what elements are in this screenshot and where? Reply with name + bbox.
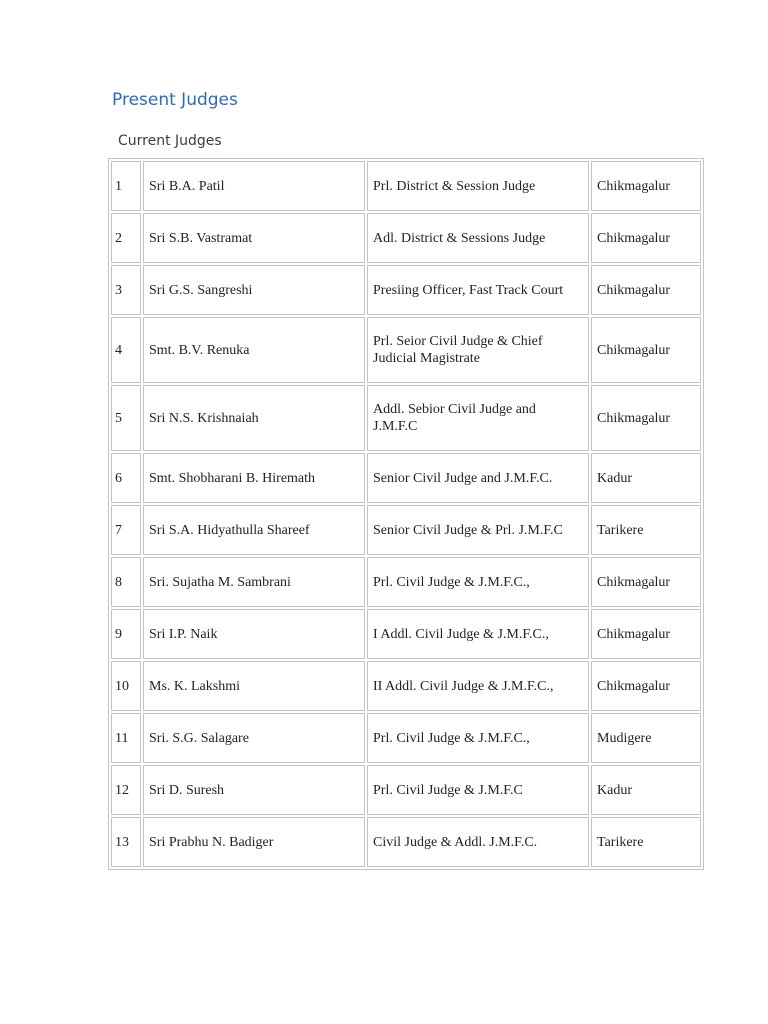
page-title: Present Judges [112,90,238,110]
designation-cell: Addl. Sebior Civil Judge and J.M.F.C [367,385,589,451]
judge-name-cell: Sri S.A. Hidyathulla Shareef [143,505,365,555]
designation-cell: Civil Judge & Addl. J.M.F.C. [367,817,589,867]
place-cell: Chikmagalur [591,385,701,451]
judge-name-cell: Sri I.P. Naik [143,609,365,659]
serial-number-cell: 6 [111,453,141,503]
judge-name-cell: Sri D. Suresh [143,765,365,815]
judge-name-cell: Smt. Shobharani B. Hiremath [143,453,365,503]
designation-cell: Prl. Civil Judge & J.M.F.C., [367,713,589,763]
table-row [111,505,701,555]
place-cell: Mudigere [591,713,701,763]
serial-number-cell: 8 [111,557,141,607]
judge-name-cell: Sri S.B. Vastramat [143,213,365,263]
serial-number-cell: 2 [111,213,141,263]
judge-name-cell: Sri Prabhu N. Badiger [143,817,365,867]
designation-cell: I Addl. Civil Judge & J.M.F.C., [367,609,589,659]
serial-number-cell: 3 [111,265,141,315]
serial-number-cell: 12 [111,765,141,815]
designation-cell: Prl. Civil Judge & J.M.F.C [367,765,589,815]
serial-number-cell: 11 [111,713,141,763]
serial-number-cell: 9 [111,609,141,659]
place-cell: Chikmagalur [591,557,701,607]
place-cell: Tarikere [591,505,701,555]
table-row [111,213,701,263]
designation-cell: Prl. Civil Judge & J.M.F.C., [367,557,589,607]
judges-table [108,158,704,870]
place-cell: Kadur [591,453,701,503]
table-row [111,609,701,659]
serial-number-cell: 4 [111,317,141,383]
place-cell: Chikmagalur [591,317,701,383]
place-cell: Kadur [591,765,701,815]
place-cell: Chikmagalur [591,161,701,211]
designation-cell: II Addl. Civil Judge & J.M.F.C., [367,661,589,711]
designation-cell: Senior Civil Judge and J.M.F.C. [367,453,589,503]
table-row [111,265,701,315]
table-row [111,317,701,383]
judge-name-cell: Sri B.A. Patil [143,161,365,211]
place-cell: Chikmagalur [591,213,701,263]
judge-name-cell: Sri. Sujatha M. Sambrani [143,557,365,607]
place-cell: Chikmagalur [591,265,701,315]
judge-name-cell: Ms. K. Lakshmi [143,661,365,711]
designation-cell: Adl. District & Sessions Judge [367,213,589,263]
place-cell: Tarikere [591,817,701,867]
table-row [111,385,701,451]
place-cell: Chikmagalur [591,661,701,711]
serial-number-cell: 7 [111,505,141,555]
table-row [111,453,701,503]
serial-number-cell: 13 [111,817,141,867]
table-row [111,661,701,711]
judge-name-cell: Sri N.S. Krishnaiah [143,385,365,451]
serial-number-cell: 1 [111,161,141,211]
designation-cell: Senior Civil Judge & Prl. J.M.F.C [367,505,589,555]
table-row [111,557,701,607]
serial-number-cell: 10 [111,661,141,711]
section-subtitle: Current Judges [118,133,222,149]
table-row [111,161,701,211]
serial-number-cell: 5 [111,385,141,451]
judge-name-cell: Sri G.S. Sangreshi [143,265,365,315]
designation-cell: Prl. District & Session Judge [367,161,589,211]
table-row [111,765,701,815]
designation-cell: Presiing Officer, Fast Track Court [367,265,589,315]
judge-name-cell: Sri. S.G. Salagare [143,713,365,763]
judge-name-cell: Smt. B.V. Renuka [143,317,365,383]
table-row [111,713,701,763]
table-row [111,817,701,867]
designation-cell: Prl. Seior Civil Judge & Chief Judicial Magistrate [367,317,589,383]
place-cell: Chikmagalur [591,609,701,659]
